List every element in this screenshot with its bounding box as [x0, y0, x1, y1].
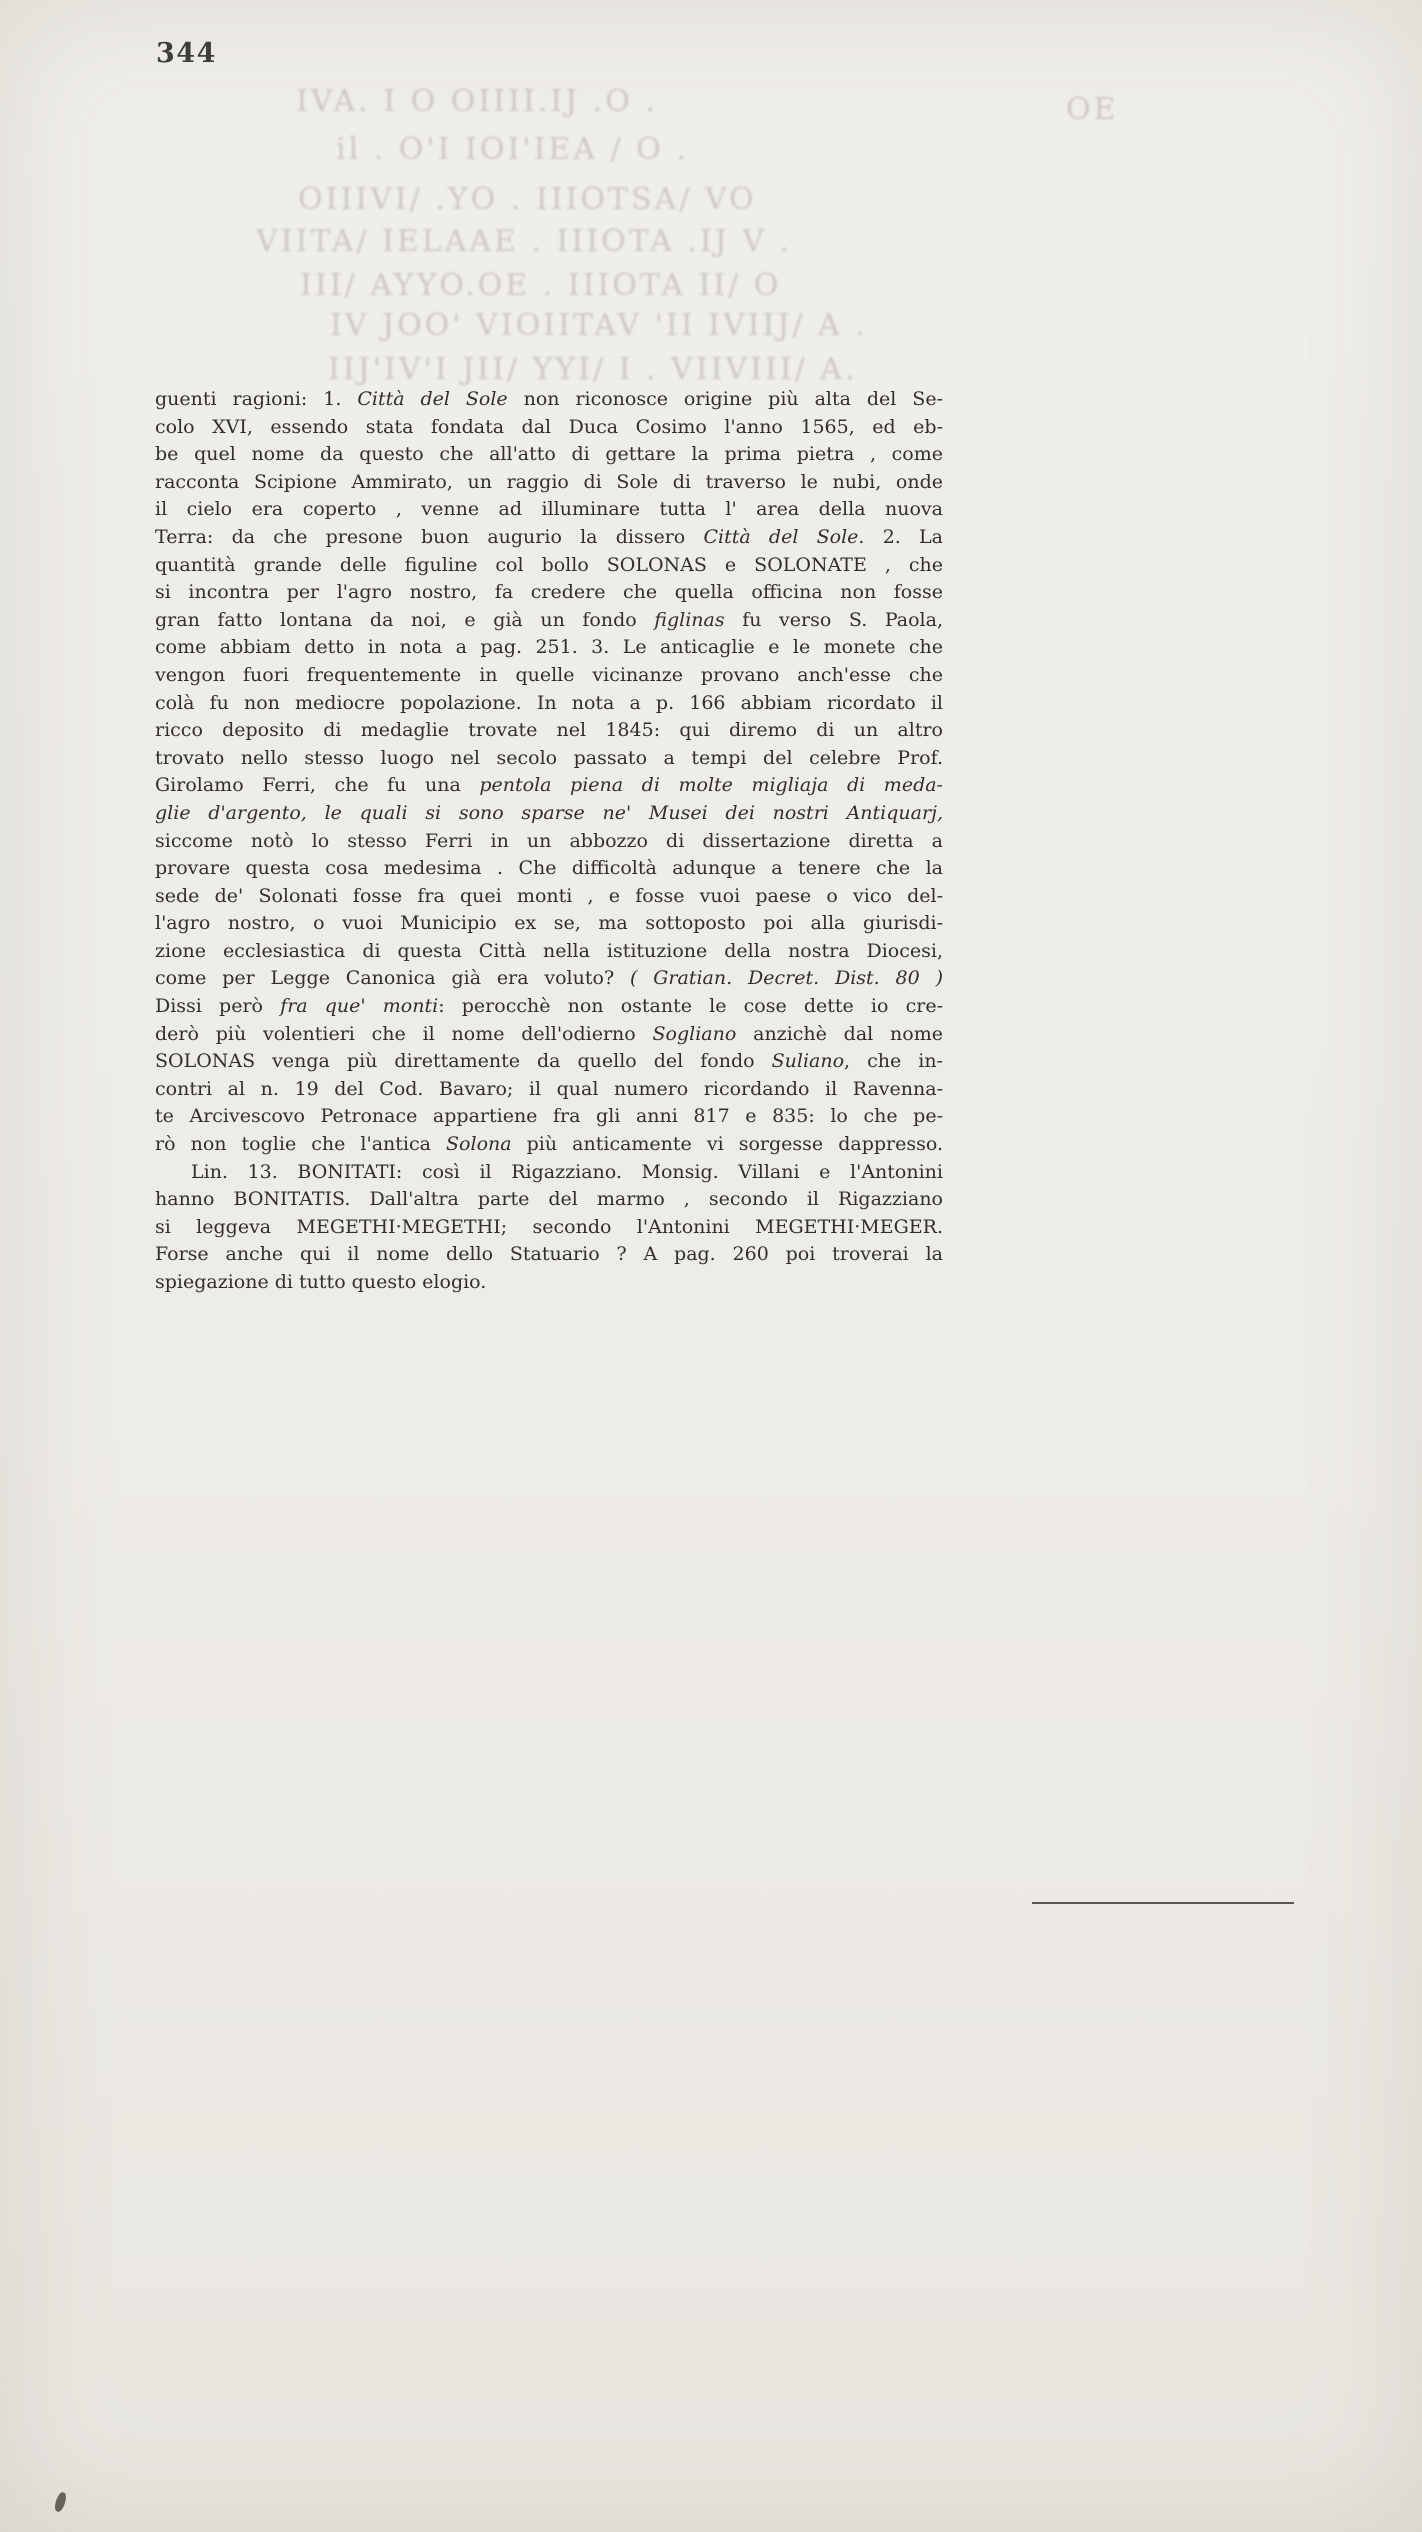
text-line — [155, 634, 943, 662]
text-line — [155, 910, 943, 938]
text-segment: si incontra per l'agro nostro, fa credere che quella officina non fosse — [155, 581, 943, 604]
text-segment: si leggeva MEGETHI·MEGETHI; secondo l'Antonini MEGETHI·MEGER. — [155, 1215, 943, 1238]
text-line — [155, 1159, 943, 1187]
text-segment: te Arcivescovo Petronace appartiene fra gli anni 817 e 835: lo che pe- — [155, 1105, 943, 1128]
text-segment: : perocchè non ostante le cose dette io cre- — [438, 995, 944, 1018]
text-line — [155, 496, 943, 524]
text-segment: Terra: da che presone buon augurio la dissero — [155, 525, 704, 548]
text-segment: vengon fuori frequentemente in quelle vicinanze provano anch'esse che — [155, 663, 943, 686]
text-line — [155, 414, 943, 442]
text-line — [155, 524, 943, 552]
bleed-through-text: VIITA/ IELAAE . IIIOTA .IJ V . — [256, 224, 792, 259]
text-line — [155, 441, 943, 469]
text-line — [155, 772, 943, 800]
italic-text-segment: figlinas — [654, 608, 725, 631]
text-line — [155, 717, 943, 745]
text-segment: , che in- — [844, 1050, 943, 1073]
text-segment: colo XVI, essendo stata fondata dal Duca Cosimo l'anno 1565, ed eb- — [155, 415, 943, 438]
italic-text-segment: Sogliano — [652, 1022, 737, 1045]
text-segment: Forse anche qui il nome dello Statuario ? A pag. 260 poi troverai la — [155, 1243, 943, 1266]
text-segment: anzichè dal nome — [736, 1022, 943, 1045]
text-segment: non riconosce origine più alta del Se- — [507, 388, 943, 410]
body-text — [155, 386, 943, 1297]
text-line — [155, 607, 943, 635]
text-segment: Lin. 13. BONITATI: così il Rigazziano. Monsig. Villani e l'Antonini — [191, 1160, 943, 1183]
text-segment: come abbiam detto in nota a pag. 251. 3. Le anticaglie e le monete che — [155, 636, 943, 659]
text-line — [155, 1186, 943, 1214]
text-line — [155, 745, 943, 773]
text-line — [155, 1076, 943, 1104]
text-segment: quantità grande delle figuline col bollo SOLONAS e SOLONATE , che — [155, 553, 943, 576]
text-segment: contri al n. 19 del Cod. Bavaro; il qual numero ricordando il Ravenna- — [155, 1077, 943, 1100]
text-line — [155, 1048, 943, 1076]
text-line — [155, 386, 943, 414]
italic-text-segment: Suliano — [771, 1050, 845, 1073]
text-segment: l'agro nostro, o vuoi Municipio ex se, ma sottoposto poi alla giurisdi- — [155, 912, 943, 935]
text-segment: spiegazione di tutto questo elogio. — [155, 1271, 487, 1293]
text-line — [155, 1103, 943, 1131]
text-line — [155, 1021, 943, 1049]
text-segment: SOLONAS venga più direttamente da quello del fondo — [155, 1050, 772, 1073]
text-segment: rò non toglie che l'antica — [155, 1133, 447, 1156]
text-segment: sede de' Solonati fosse fra quei monti , e fosse vuoi paese o vico del- — [155, 884, 943, 907]
text-line — [155, 552, 943, 580]
text-segment: come per Legge Canonica già era voluto? — [155, 967, 630, 990]
italic-text-segment: glie d'argento, le quali si sono sparse ne' Musei dei nostri Antiquarj, — [155, 801, 943, 824]
text-segment: derò più volentieri che il nome dell'odierno — [155, 1022, 653, 1045]
text-segment: ricco deposito di medaglie trovate nel 1845: qui diremo di un altro — [155, 719, 943, 742]
text-line — [155, 828, 943, 856]
italic-text-segment: Città del Sole — [357, 388, 508, 410]
bleed-through-text: IVA. I O OIIII.IJ .O . — [296, 84, 658, 119]
footnote-separator — [1032, 1902, 1294, 1904]
italic-text-segment: Città del Sole — [703, 525, 859, 548]
italic-text-segment: pentola piena di molte migliaja di meda- — [479, 774, 943, 797]
text-segment: racconta Scipione Ammirato, un raggio di Sole di traverso le nubi, onde — [155, 470, 943, 493]
text-line — [155, 938, 943, 966]
bleed-through-text: OE — [1066, 92, 1119, 127]
text-line — [155, 800, 943, 828]
text-segment: guenti ragioni: 1. — [155, 388, 358, 410]
text-line — [155, 1214, 943, 1242]
italic-text-segment: ( Gratian. Decret. Dist. 80 ) — [629, 967, 943, 990]
text-line — [155, 1269, 943, 1297]
text-line — [155, 469, 943, 497]
text-segment: fu verso S. Paola, — [724, 608, 943, 631]
text-line — [155, 1241, 943, 1269]
text-segment: siccome notò lo stesso Ferri in un abbozzo di dissertazione diretta a — [155, 829, 943, 852]
bleed-through-text: IV JOO' VIOIITAV 'II IVIIJ/ A . — [330, 308, 868, 343]
bleed-through-text: il . O'I IOI'IEA / O . — [336, 132, 689, 167]
text-segment: Girolamo Ferri, che fu una — [155, 774, 480, 797]
text-segment: be quel nome da questo che all'atto di gettare la prima pietra , come — [155, 443, 943, 466]
text-segment: il cielo era coperto , venne ad illuminare tutta l' area della nuova — [155, 498, 943, 521]
ink-smudge — [53, 2491, 68, 2513]
italic-text-segment: Solona — [446, 1133, 512, 1156]
text-line — [155, 965, 943, 993]
text-segment: Dissi però — [155, 995, 281, 1018]
text-segment: più anticamente vi sorgesse dappresso. — [511, 1133, 943, 1156]
text-segment: hanno BONITATIS. Dall'altra parte del marmo , secondo il Rigazziano — [155, 1188, 943, 1211]
text-line — [155, 579, 943, 607]
page-number: 344 — [156, 38, 217, 69]
bleed-through-text: III/ AYYO.OE . IIIOTA II/ O — [300, 268, 782, 303]
text-segment: . 2. La — [858, 525, 943, 548]
text-segment: gran fatto lontana da noi, e già un fondo — [155, 608, 655, 631]
text-line — [155, 1131, 943, 1159]
text-line — [155, 662, 943, 690]
bleed-through-text: OIIIVI/ .YO . IIIOTSA/ VO — [298, 182, 757, 217]
text-line — [155, 993, 943, 1021]
text-line — [155, 883, 943, 911]
text-line — [155, 855, 943, 883]
text-segment: colà fu non mediocre popolazione. In nota a p. 166 abbiam ricordato il — [155, 691, 943, 714]
bleed-through-text: IIJ'IV'I JII/ YYI/ I . VIIVIII/ A. — [328, 352, 858, 387]
text-segment: provare questa cosa medesima . Che difficoltà adunque a tenere che la — [155, 857, 943, 880]
text-segment: trovato nello stesso luogo nel secolo passato a tempi del celebre Prof. — [155, 746, 943, 769]
text-segment: zione ecclesiastica di questa Città nella istituzione della nostra Diocesi, — [155, 939, 943, 962]
italic-text-segment: fra que' monti — [280, 995, 439, 1018]
text-line — [155, 690, 943, 718]
